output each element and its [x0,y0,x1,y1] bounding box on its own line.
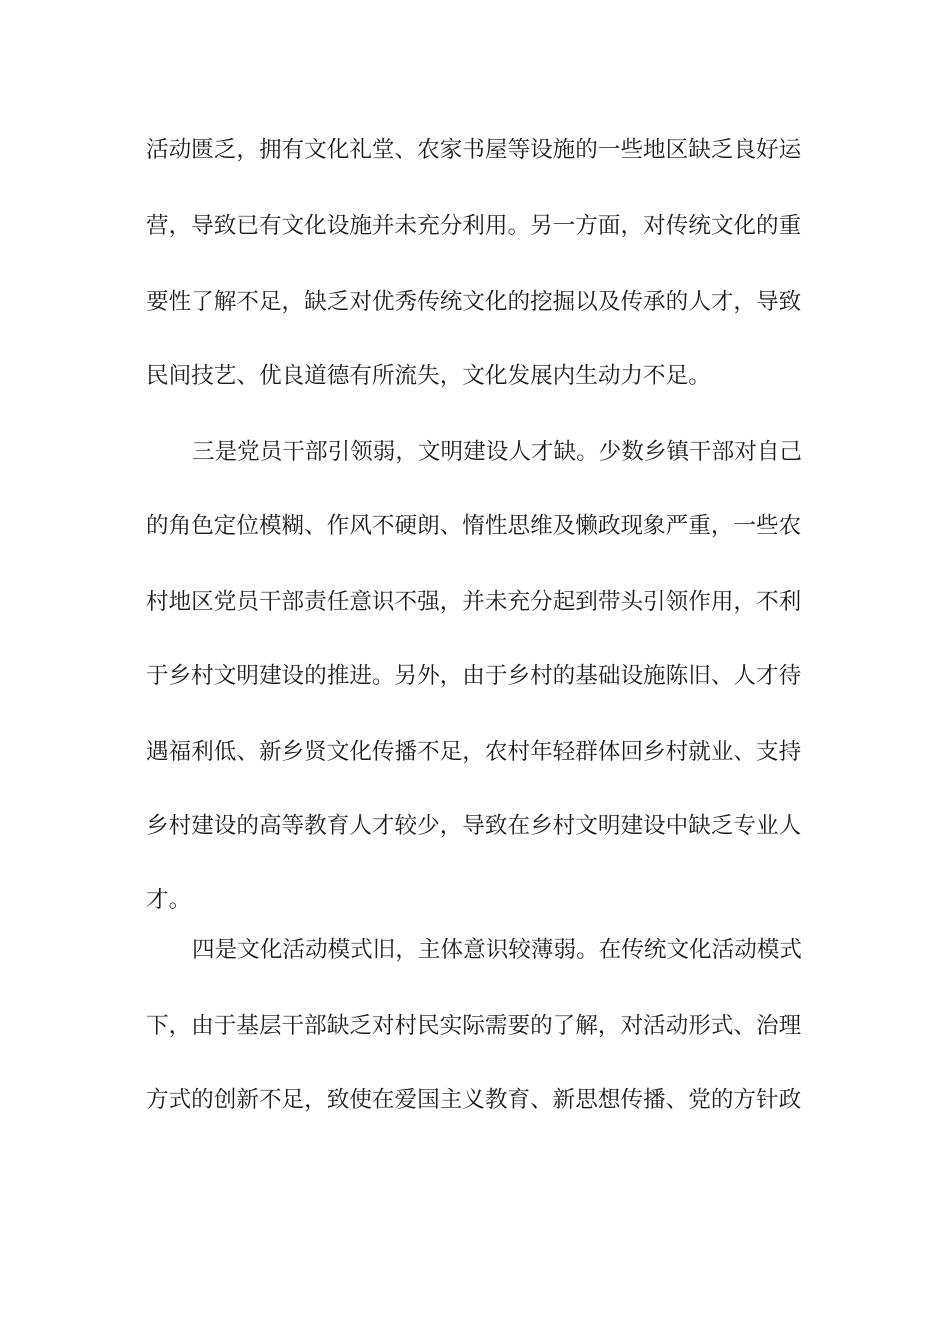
text-line-8: 于乡村文明建设的推进。另外，由于乡村的基础设施陈旧、人才待 [146,663,802,689]
text-line-14: 方式的创新不足，致使在爱国主义教育、新思想传播、党的方针政 [146,1087,802,1113]
text-line-11: 才。 [146,887,192,913]
text-line-7: 村地区党员干部责任意识不强，并未充分起到带头引领作用，不利 [146,589,802,615]
text-line-10: 乡村建设的高等教育人才较少，导致在乡村文明建设中缺乏专业人 [146,813,802,839]
text-line-9: 遇福利低、新乡贤文化传播不足，农村年轻群体回乡村就业、支持 [146,739,802,765]
text-line-3: 要性了解不足，缺乏对优秀传统文化的挖掘以及传承的人才，导致 [146,289,802,315]
text-line-5: 三是党员干部引领弱，文明建设人才缺。少数乡镇干部对自己 [192,439,803,465]
text-line-6: 的角色定位模糊、作风不硬朗、惰性思维及懒政现象严重，一些农 [146,513,802,539]
text-line-2: 营，导致已有文化设施并未充分利用。另一方面，对传统文化的重 [146,213,802,239]
text-line-4: 民间技艺、优良道德有所流失，文化发展内生动力不足。 [146,363,711,389]
text-line-13: 下，由于基层干部缺乏对村民实际需要的了解，对活动形式、治理 [146,1013,802,1039]
text-line-12: 四是文化活动模式旧，主体意识较薄弱。在传统文化活动模式 [192,937,803,963]
text-line-1: 活动匮乏，拥有文化礼堂、农家书屋等设施的一些地区缺乏良好运 [146,137,802,163]
